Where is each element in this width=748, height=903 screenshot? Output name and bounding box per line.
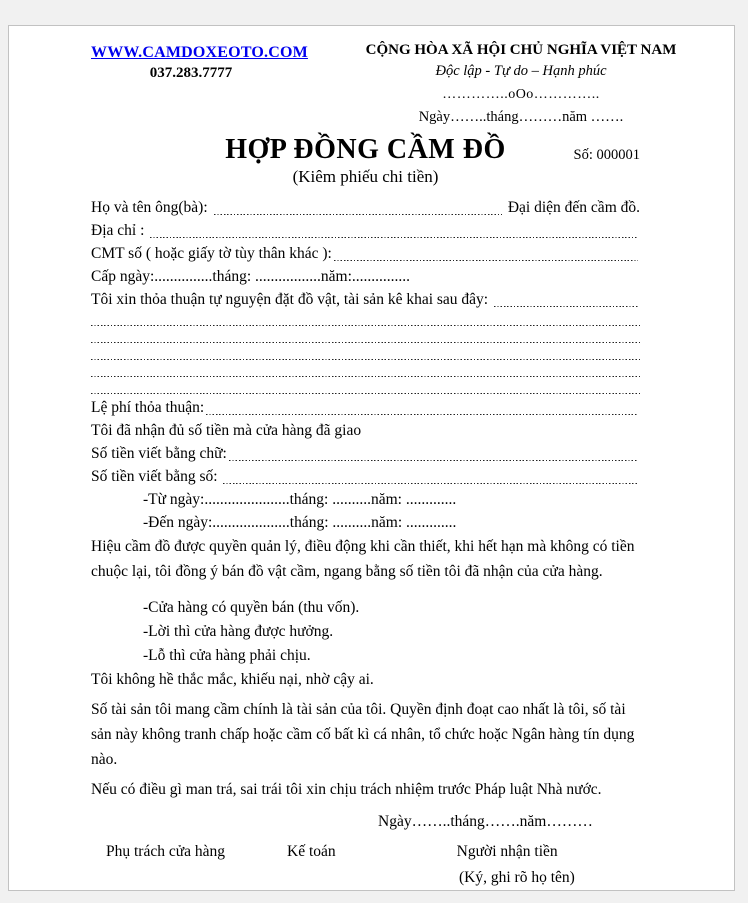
no-complaint-line: Tôi không hề thắc mắc, khiếu nại, nhờ cậy ai.: [91, 671, 374, 688]
issue-date-line: Cấp ngày:...............tháng: .................năm:...............: [91, 268, 411, 285]
writing-line[interactable]: [91, 328, 640, 345]
name-line: [91, 196, 640, 219]
ooo-separator: …………..oOo…………..: [442, 87, 600, 102]
dotted-leader[interactable]: [492, 288, 640, 311]
term-item-loss: -Lỗ thì cửa hàng phải chịu.: [143, 647, 311, 664]
from-date-line: -Từ ngày:......................tháng: ..........năm: .............: [143, 491, 457, 508]
header-date-line: Ngày……..tháng………năm …….: [418, 109, 624, 125]
footer-date-line: Ngày……..tháng…….năm………: [378, 813, 593, 830]
writing-line[interactable]: [91, 345, 640, 362]
fee-label: Lệ phí thỏa thuận:: [91, 399, 205, 416]
terms-paragraph: Hiệu cầm đồ được quyền quản lý, điều động khi cần thiết, khi hết hạn mà không có tiền chuộc lại, tôi đồng ý bán đồ vật cầm, ngang bằng số tiền tôi đã nhận của cửa hàng.: [91, 538, 635, 580]
received-line: Tôi đã nhận đủ số tiền mà cửa hàng đã giao: [91, 422, 362, 439]
to-date-line: -Đến ngày:....................tháng: ..........năm: .............: [143, 514, 457, 531]
name-label: Họ và tên ông(bà):: [91, 199, 212, 216]
dotted-leader[interactable]: [148, 219, 640, 242]
id-line: [91, 242, 640, 265]
sign-instruction: (Ký, ghi rõ họ tên): [459, 869, 575, 886]
website-link[interactable]: WWW.CAMDOXEOTO.COM: [91, 44, 308, 61]
signature-row: [91, 841, 640, 862]
dotted-leader[interactable]: [332, 242, 640, 265]
dotted-leader[interactable]: [221, 465, 640, 488]
id-label: CMT số ( hoặc giấy tờ tùy thân khác ):: [91, 245, 332, 262]
dotted-leader[interactable]: [212, 196, 504, 219]
title-block: [91, 134, 640, 187]
shop-contact-block: [91, 44, 308, 82]
declaration-line: [91, 288, 640, 311]
address-label: Địa chỉ :: [91, 222, 149, 239]
document-subtitle: (Kiêm phiếu chi tiền): [292, 167, 439, 186]
term-item-sell-right: -Cửa hàng có quyền bán (thu vốn).: [143, 599, 360, 616]
name-suffix: Đại diện đến cầm đồ.: [503, 199, 640, 216]
amount-words-label: Số tiền viết bằng chữ:: [91, 445, 227, 462]
fraud-paragraph: Nếu có điều gì man trá, sai trái tôi xin chịu trách nhiệm trước Pháp luật Nhà nước.: [91, 781, 602, 798]
writing-line[interactable]: [91, 311, 640, 328]
national-title: CỘNG HÒA XÃ HỘI CHỦ NGHĨA VIỆT NAM: [365, 42, 677, 58]
document-title: HỢP ĐỒNG CẦM ĐỒ: [225, 134, 506, 165]
ownership-paragraph: Số tài sản tôi mang cầm chính là tài sản của tôi. Quyền định đoạt cao nhất là tôi, số tài sản này không tranh chấp hoặc cầm cố bất kì cá nhân, tổ chức hoặc Ngân hàng tín dụng nào.: [91, 701, 635, 768]
dotted-leader[interactable]: [227, 442, 640, 465]
amount-words-line: [91, 442, 640, 465]
contract-form: [91, 196, 640, 802]
writing-line[interactable]: [91, 379, 640, 396]
amount-digits-line: [91, 465, 640, 488]
signature-section: [91, 811, 640, 888]
contract-page: [8, 25, 735, 891]
phone-number: 037.283.7777: [149, 65, 233, 81]
fee-line: [91, 396, 640, 419]
address-line: [91, 219, 640, 242]
national-motto: Độc lập - Tự do – Hạnh phúc: [435, 63, 607, 79]
amount-digits-label: Số tiền viết bằng số:: [91, 468, 222, 485]
signature-accountant: Kế toán: [287, 843, 336, 860]
national-heading-block: [346, 42, 696, 126]
declaration-label: Tôi xin thỏa thuận tự nguyện đặt đồ vật, tài sản kê khai sau đây:: [91, 291, 492, 308]
dotted-leader[interactable]: [204, 396, 640, 419]
document-number: Số: 000001: [573, 147, 640, 163]
signature-money-receiver: Người nhận tiền: [456, 843, 558, 860]
signature-store-manager: Phụ trách cửa hàng: [106, 843, 226, 860]
term-item-profit: -Lời thì cửa hàng được hưởng.: [143, 623, 334, 640]
writing-line[interactable]: [91, 362, 640, 379]
document-header: [91, 42, 677, 130]
